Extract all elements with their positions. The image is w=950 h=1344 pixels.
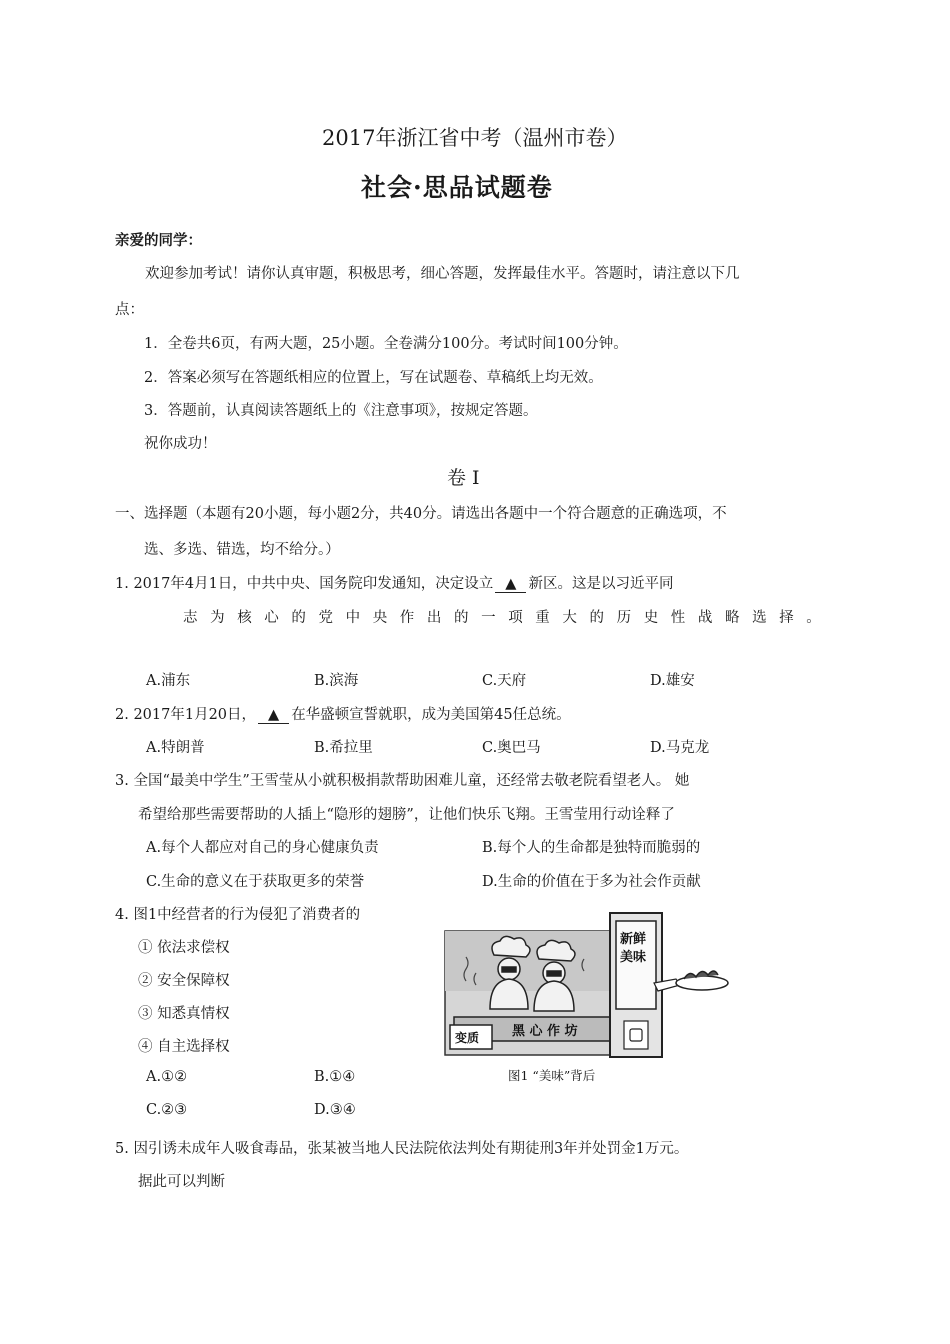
q3-option-c: C.生命的意义在于获取更多的荣誉 (146, 874, 365, 890)
q3-option-d: D.生命的价值在于多为社会作贡献 (482, 874, 701, 890)
figure-1-cartoon (444, 911, 734, 1061)
q3-line2: 希望给那些需要帮助的人插上“隐形的翅膀”，让他们快乐飞翔。王雪莹用行动诠释了 (138, 807, 675, 823)
exam-title: 2017年浙江省中考（温州市卷） (322, 126, 628, 150)
q3-option-a: A.每个人都应对自己的身心健康负责 (146, 840, 379, 856)
section-title: 卷 Ⅰ (447, 467, 480, 489)
figure-1-caption: 图1 “美味”背后 (508, 1068, 596, 1083)
q1-line1 (115, 572, 673, 593)
q5-line1: 5. 因引诱未成年人吸食毒品，张某被当地人民法院依法判处有期徒刑3年并处罚金1万元。 (115, 1141, 689, 1157)
intro-paragraph-line2: 点： (115, 302, 144, 318)
q5-line2: 据此可以判断 (138, 1174, 225, 1190)
q1-option-b: B.滨海 (314, 673, 359, 689)
intro-item-3: 3．答题前，认真阅读答题纸上的《注意事项》，按规定答题。 (144, 403, 538, 419)
greeting: 亲爱的同学： (115, 232, 202, 249)
sign-line-1: 新鲜 (620, 932, 647, 947)
conveyor-belt-label: 黑 心 作 坊 (512, 1024, 578, 1039)
q1-option-c: C.天府 (482, 673, 527, 689)
intro-item-1: 1．全卷共6页，有两大题，25小题。全卷满分100分。考试时间100分钟。 (144, 336, 628, 352)
q4-line1: 4. 图1中经营者的行为侵犯了消费者的 (115, 907, 361, 923)
intro-wish: 祝你成功！ (144, 436, 217, 452)
q2-option-c: C.奥巴马 (482, 740, 541, 756)
section-instruction-line1: 一、选择题（本题有20小题，每小题2分，共40分。请选出各题中一个符合题意的正确选项，不 (115, 506, 727, 522)
q4-choice-2: ② 安全保障权 (138, 973, 230, 989)
q4-option-c: C.②③ (146, 1102, 188, 1118)
q1-answer-blank: ▲ (495, 576, 526, 593)
sign-line-2: 美味 (620, 950, 647, 965)
spoiled-box-label: 变质 (455, 1031, 480, 1045)
q2-option-d: D.马克龙 (650, 740, 710, 756)
q3-line1: 3. 全国“最美中学生”王雪莹从小就积极捐款帮助困难儿童，还经常去敬老院看望老人。 她 (115, 773, 690, 789)
q2-line1 (115, 703, 571, 724)
q1-text-a: 1. 2017年4月1日，中共中央、国务院印发通知，决定设立 (115, 576, 494, 592)
q4-option-d: D.③④ (314, 1102, 356, 1118)
q1-text-b: 新区。这是以习近平同 (528, 576, 674, 592)
q4-choice-3: ③ 知悉真情权 (138, 1006, 230, 1022)
intro-paragraph-line1: 欢迎参加考试！请你认真审题，积极思考，细心答题，发挥最佳水平。答题时，请注意以下几 (145, 266, 740, 282)
q2-option-a: A.特朗普 (146, 740, 205, 756)
q2-text-b: 在华盛顿宣誓就职，成为美国第45任总统。 (291, 707, 571, 723)
q1-line2: 志为核心的党中央作出的一项重大的历史性战略选择。 (183, 610, 834, 626)
q4-choice-1: ① 依法求偿权 (138, 940, 230, 956)
q2-text-a: 2. 2017年1月20日， (115, 707, 257, 723)
q4-option-b: B.①④ (314, 1069, 356, 1085)
q3-option-b: B.每个人的生命都是独特而脆弱的 (482, 840, 701, 856)
section-instruction-line2: 选、多选、错选，均不给分。） (144, 542, 340, 558)
intro-item-2: 2．答案必须写在答题纸相应的位置上，写在试题卷、草稿纸上均无效。 (144, 370, 603, 386)
q1-option-d: D.雄安 (650, 673, 695, 689)
q2-answer-blank: ▲ (258, 707, 289, 724)
q2-option-b: B.希拉里 (314, 740, 373, 756)
q4-option-a: A.①② (146, 1069, 188, 1085)
q4-choice-4: ④ 自主选择权 (138, 1039, 230, 1055)
q1-option-a: A.浦东 (146, 673, 191, 689)
exam-subtitle: 社会·思品试题卷 (361, 173, 553, 202)
